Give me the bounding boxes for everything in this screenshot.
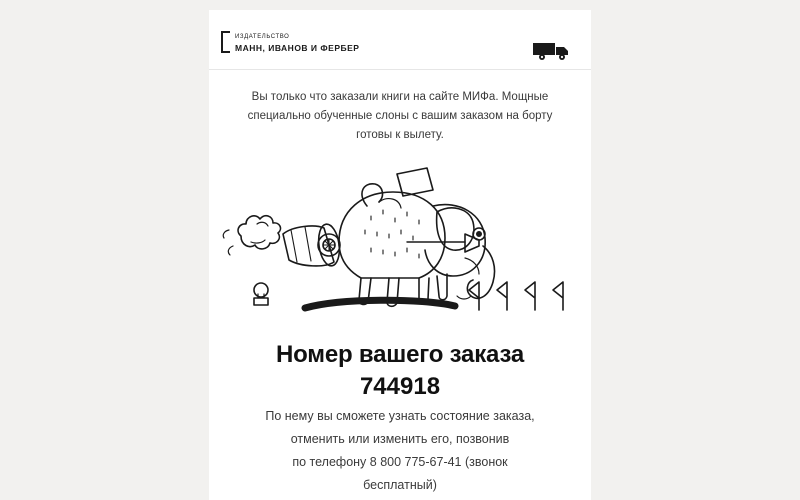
logo-name: МАНН, ИВАНОВ И ФЕРБЕР xyxy=(235,43,360,53)
logo-text xyxy=(235,31,359,54)
flying-elephant-illustration xyxy=(221,150,579,325)
outro-line-4: бесплатный) xyxy=(363,478,437,492)
outro-line-2: отменить или изменить его, позвонив xyxy=(290,432,510,446)
publisher-logo xyxy=(221,31,359,54)
intro-text xyxy=(239,88,561,145)
intro-line-1: Вы только что заказали книги на сайте МИФа. xyxy=(251,91,499,103)
receipt-card xyxy=(209,10,591,500)
intro-line-2: Мощные специально обученные слоны с вашим заказом xyxy=(247,91,549,122)
logo-caption: ИЗДАТЕЛЬСТВО xyxy=(235,34,290,40)
order-title: Номер вашего заказа xyxy=(275,341,525,368)
receipt-header xyxy=(209,19,591,70)
logo-bracket-icon xyxy=(221,31,230,53)
intro-line-3: на борту готовы к вылету. xyxy=(356,110,553,141)
outro-line-3: по телефону 8 800 775-67-41 (звонок xyxy=(292,455,508,469)
outro-text xyxy=(237,405,563,497)
delivery-truck-icon xyxy=(533,41,575,61)
order-number: 744918 xyxy=(359,373,441,400)
receipt-torn-edge xyxy=(209,10,591,19)
outro-line-1: По нему вы сможете узнать состояние заказа, xyxy=(265,409,535,423)
